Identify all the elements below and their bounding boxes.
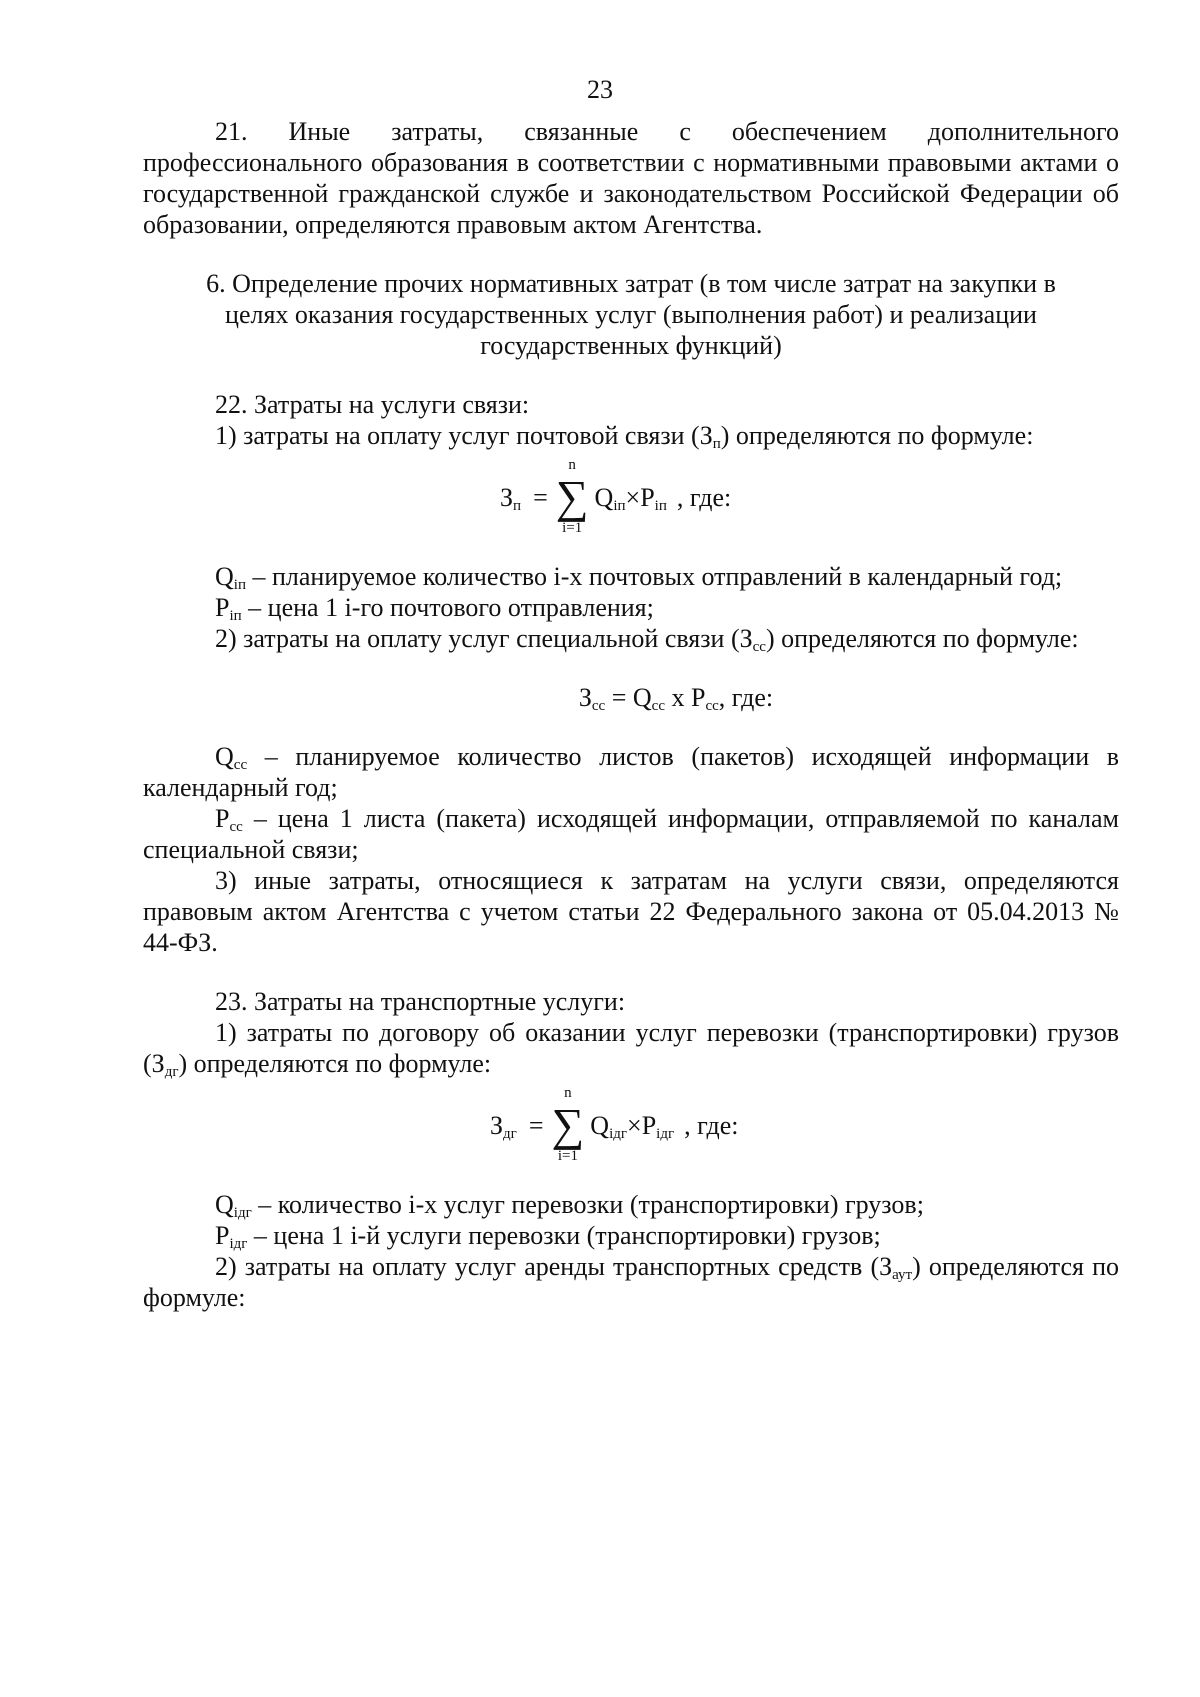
summation-lower-limit: i=1	[562, 520, 583, 536]
page-number: 23	[587, 75, 613, 104]
definition-q-ip: $Q_{iп}$ – планируемое количество i-х почтовых отправлений в календарный год;	[215, 562, 1063, 593]
formula-where: , где:	[684, 1110, 739, 1140]
section-6-heading: 6. Определение прочих нормативных затрат (в том числе затрат на закупки в целях оказания государственных услуг (выполнения работ) и реализации государственных функций)	[206, 269, 1056, 360]
paragraph-21: 21. Иные затраты, связанные с обеспечением дополнительного профессионального образования в соответствии с нормативными правовыми актами о государственной гражданской службе и законодательством Российской Федерации об образовании, определяются правовым актом Агентства.	[143, 117, 1119, 239]
paragraph-23-item-2: 2) затраты на оплату услуг аренды транспортных средств $(З_{аут})$ определяются по формуле:	[143, 1252, 1119, 1312]
formula-product: $Q_{iдг}\times P_{iдг}$	[590, 1110, 675, 1142]
formula-postal-costs	[143, 451, 1119, 561]
summation	[556, 457, 589, 537]
definition-q-idg: $Q_{iдг}$ – количество i-х услуг перевозки (транспортировки) грузов;	[215, 1190, 924, 1221]
paragraph-23-item-1: 1) затраты по договору об оказании услуг перевозки (транспортировки) грузов $(З_{дг})$ определяются по формуле:	[143, 1018, 1119, 1080]
paragraph-22-item-2: 2) затраты на оплату услуг специальной связи $(З_{сс})$ определяются по формуле:	[215, 624, 1079, 655]
formula-lhs: $З_{дг}$	[490, 1110, 517, 1142]
paragraph-22-item-1: 1) затраты на оплату услуг почтовой связи $(З_п)$ определяются по формуле:	[215, 421, 1034, 452]
formula-lhs: $З_п$	[500, 482, 522, 514]
definition-p-ip: $P_{iп}$ – цена 1 i-го почтового отправления;	[215, 593, 654, 624]
formula-equals: =	[533, 482, 548, 512]
paragraph-22-title: 22. Затраты на услуги связи:	[215, 390, 530, 419]
document-body	[143, 116, 1119, 1313]
summation-sign: ∑	[555, 471, 589, 522]
formula-special-communication: $З_{сс} = Q_{сс}$ x $P_{сс}$, где:	[578, 683, 774, 714]
formula-equals: =	[528, 1110, 544, 1140]
paragraph-22-item-3: 3) иные затраты, относящиеся к затратам на услуги связи, определяются правовым актом Агентства с учетом статьи 22 Федерального закона от 05.04.2013 № 44-ФЗ.	[143, 866, 1119, 957]
definition-p-idg: $P_{iдг}$ – цена 1 i-й услуги перевозки (транспортировки) грузов;	[215, 1221, 881, 1252]
formula-where: , где:	[676, 482, 732, 512]
summation-upper-limit: n	[564, 1085, 572, 1101]
definition-q-cc: $Q_{сс}$ – планируемое количество листов (пакетов) исходящей информации в календарный год;	[143, 742, 1119, 802]
definition-p-cc: $P_{сс}$ – цена 1 листа (пакета) исходящей информации, отправляемой по каналам специальной связи;	[143, 804, 1119, 864]
paragraph-23-title: 23. Затраты на транспортные услуги:	[215, 987, 626, 1016]
formula-product: $Q_{iп}\times P_{iп}$	[594, 482, 667, 514]
summation-sign: ∑	[551, 1099, 585, 1150]
summation-lower-limit: i=1	[557, 1148, 578, 1164]
summation-upper-limit: n	[568, 457, 576, 473]
summation	[552, 1085, 585, 1165]
formula-freight-costs	[143, 1079, 1119, 1189]
